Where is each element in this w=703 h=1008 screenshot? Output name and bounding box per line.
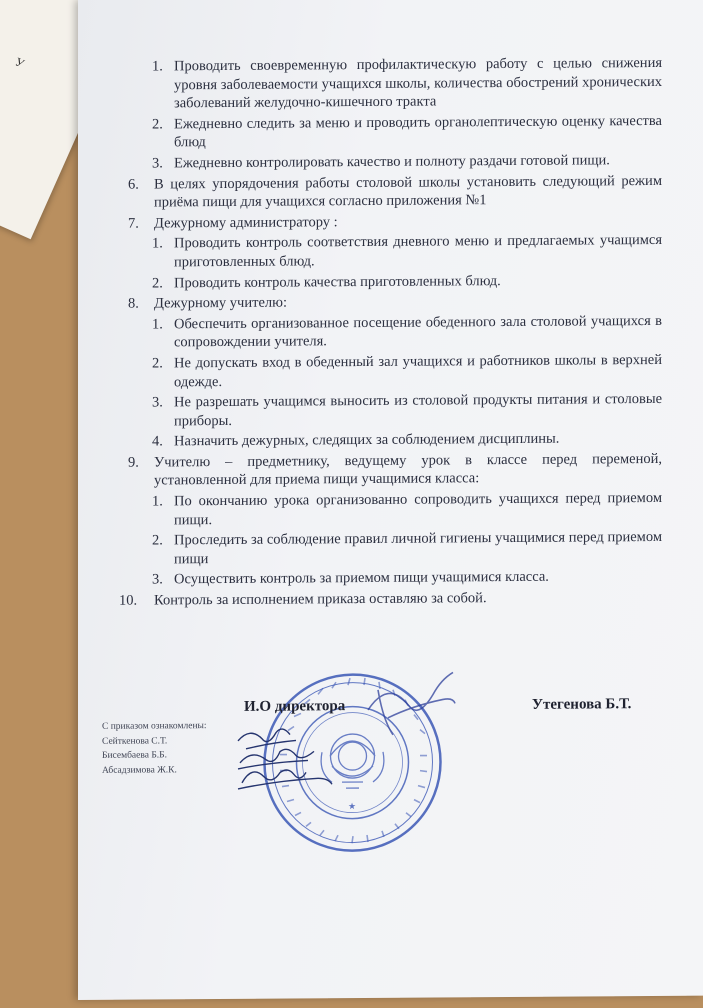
acknowledged-person: Бисембаева Б.Б. xyxy=(102,750,167,761)
sublist-number: 2. xyxy=(152,116,163,133)
director-name: Утегенова Б.Т. xyxy=(532,696,632,713)
director-title: И.О директора xyxy=(244,698,346,715)
sublist-item xyxy=(128,270,662,292)
sublist-text: По окончанию урока организованно сопроводить учащихся перед приемом пищи. xyxy=(174,489,662,528)
svg-text:★: ★ xyxy=(347,802,357,813)
order-item-9 xyxy=(128,450,662,491)
order-item-10 xyxy=(119,588,662,610)
acknowledged-person: Сейткенова С.Т. xyxy=(102,735,168,747)
sublist-text: Проследить за соблюдение правил личной гигиены учащимися перед приемом пищи xyxy=(174,529,662,568)
sublist-item xyxy=(128,390,662,431)
sublist-number: 2. xyxy=(152,532,163,549)
sublist-item xyxy=(128,429,662,451)
sublist-text: Проводить своевременную профилактическую работу с целью снижения уровня заболеваемости учащихся школы, количества обострений хронических заболеваний желудочно-кишечного тракта xyxy=(174,54,662,112)
order-item-7 xyxy=(128,211,662,233)
sublist-text: Ежедневно следить за меню и проводить органолептическую оценку качества блюд xyxy=(174,112,662,151)
sublist-item xyxy=(128,231,662,272)
signature-line xyxy=(244,696,654,716)
item-number: 8. xyxy=(128,295,139,312)
sublist-number: 2. xyxy=(152,355,163,372)
sublist-number: 3. xyxy=(152,394,163,411)
sublist-item xyxy=(128,528,662,569)
sublist-number: 1. xyxy=(152,235,163,252)
item-text: Дежурному учителю: xyxy=(154,294,287,312)
sublist-text: Проводить контроль качества приготовленных блюд. xyxy=(174,272,501,291)
sublist-text: Ежедневно контролировать качество и полноту раздачи готовой пищи. xyxy=(174,152,610,172)
item-number: 9. xyxy=(128,454,139,471)
sublist-item xyxy=(128,351,662,392)
sublist-item xyxy=(128,567,662,589)
document-page xyxy=(78,0,703,1000)
sublist-number: 1. xyxy=(152,58,163,75)
sublist-number: 3. xyxy=(152,155,163,172)
acknowledged-person: Абсадзимова Ж.К. xyxy=(102,764,177,776)
sublist-text: Не разрешать учащимся выносить из столовой продукты питания и столовые приборы. xyxy=(174,391,662,430)
acknowledgement-heading: С приказом ознакомлены: xyxy=(102,721,207,732)
sublist-item xyxy=(128,489,662,530)
sublist-number: 2. xyxy=(152,274,163,292)
sublist-number: 1. xyxy=(152,316,163,333)
sublist-item xyxy=(128,312,662,353)
sublist-text: Проводить контроль соответствия дневного меню и предлагаемых учащимся приготовленных блюд. xyxy=(174,232,662,271)
item-number: 6. xyxy=(128,176,139,193)
acknowledgement-block xyxy=(102,719,262,778)
sublist-item xyxy=(128,112,662,153)
sublist-text: Назначить дежурных, следящих за соблюдением дисциплины. xyxy=(174,430,560,450)
sublist-item xyxy=(128,54,662,114)
sublist-text: Осуществить контроль за приемом пищи учащимися класса. xyxy=(174,569,549,588)
sublist-number: 4. xyxy=(152,433,163,450)
sublist-number: 3. xyxy=(152,571,163,588)
item-text: Дежурному администратору : xyxy=(154,213,338,232)
order-item-8 xyxy=(128,291,662,313)
item-number: 10. xyxy=(119,592,138,609)
order-body xyxy=(119,54,662,612)
sublist-text: Обеспечить организованное посещение обеденного зала столовой учащихся в сопровождении учителя. xyxy=(174,312,662,351)
order-item-6 xyxy=(128,171,662,212)
sublist-text: Не допускать вход в обеденный зал учащихся и работников школы в верхней одежде. xyxy=(174,351,662,390)
item-text: Контроль за исполнением приказа оставляю за собой. xyxy=(154,590,487,609)
item-number: 7. xyxy=(128,215,139,232)
sublist-number: 1. xyxy=(152,493,163,510)
item-text: Учителю – предметнику, ведущему урок в классе перед переменой, установленной для приема пищи учащимися класса: xyxy=(154,450,662,489)
item-text: В целях упорядочения работы столовой школы установить следующий режим приёма пищи для учащихся согласно приложения №1 xyxy=(154,172,662,211)
sublist-item xyxy=(128,151,662,173)
background-paper-mark: У xyxy=(13,54,27,71)
